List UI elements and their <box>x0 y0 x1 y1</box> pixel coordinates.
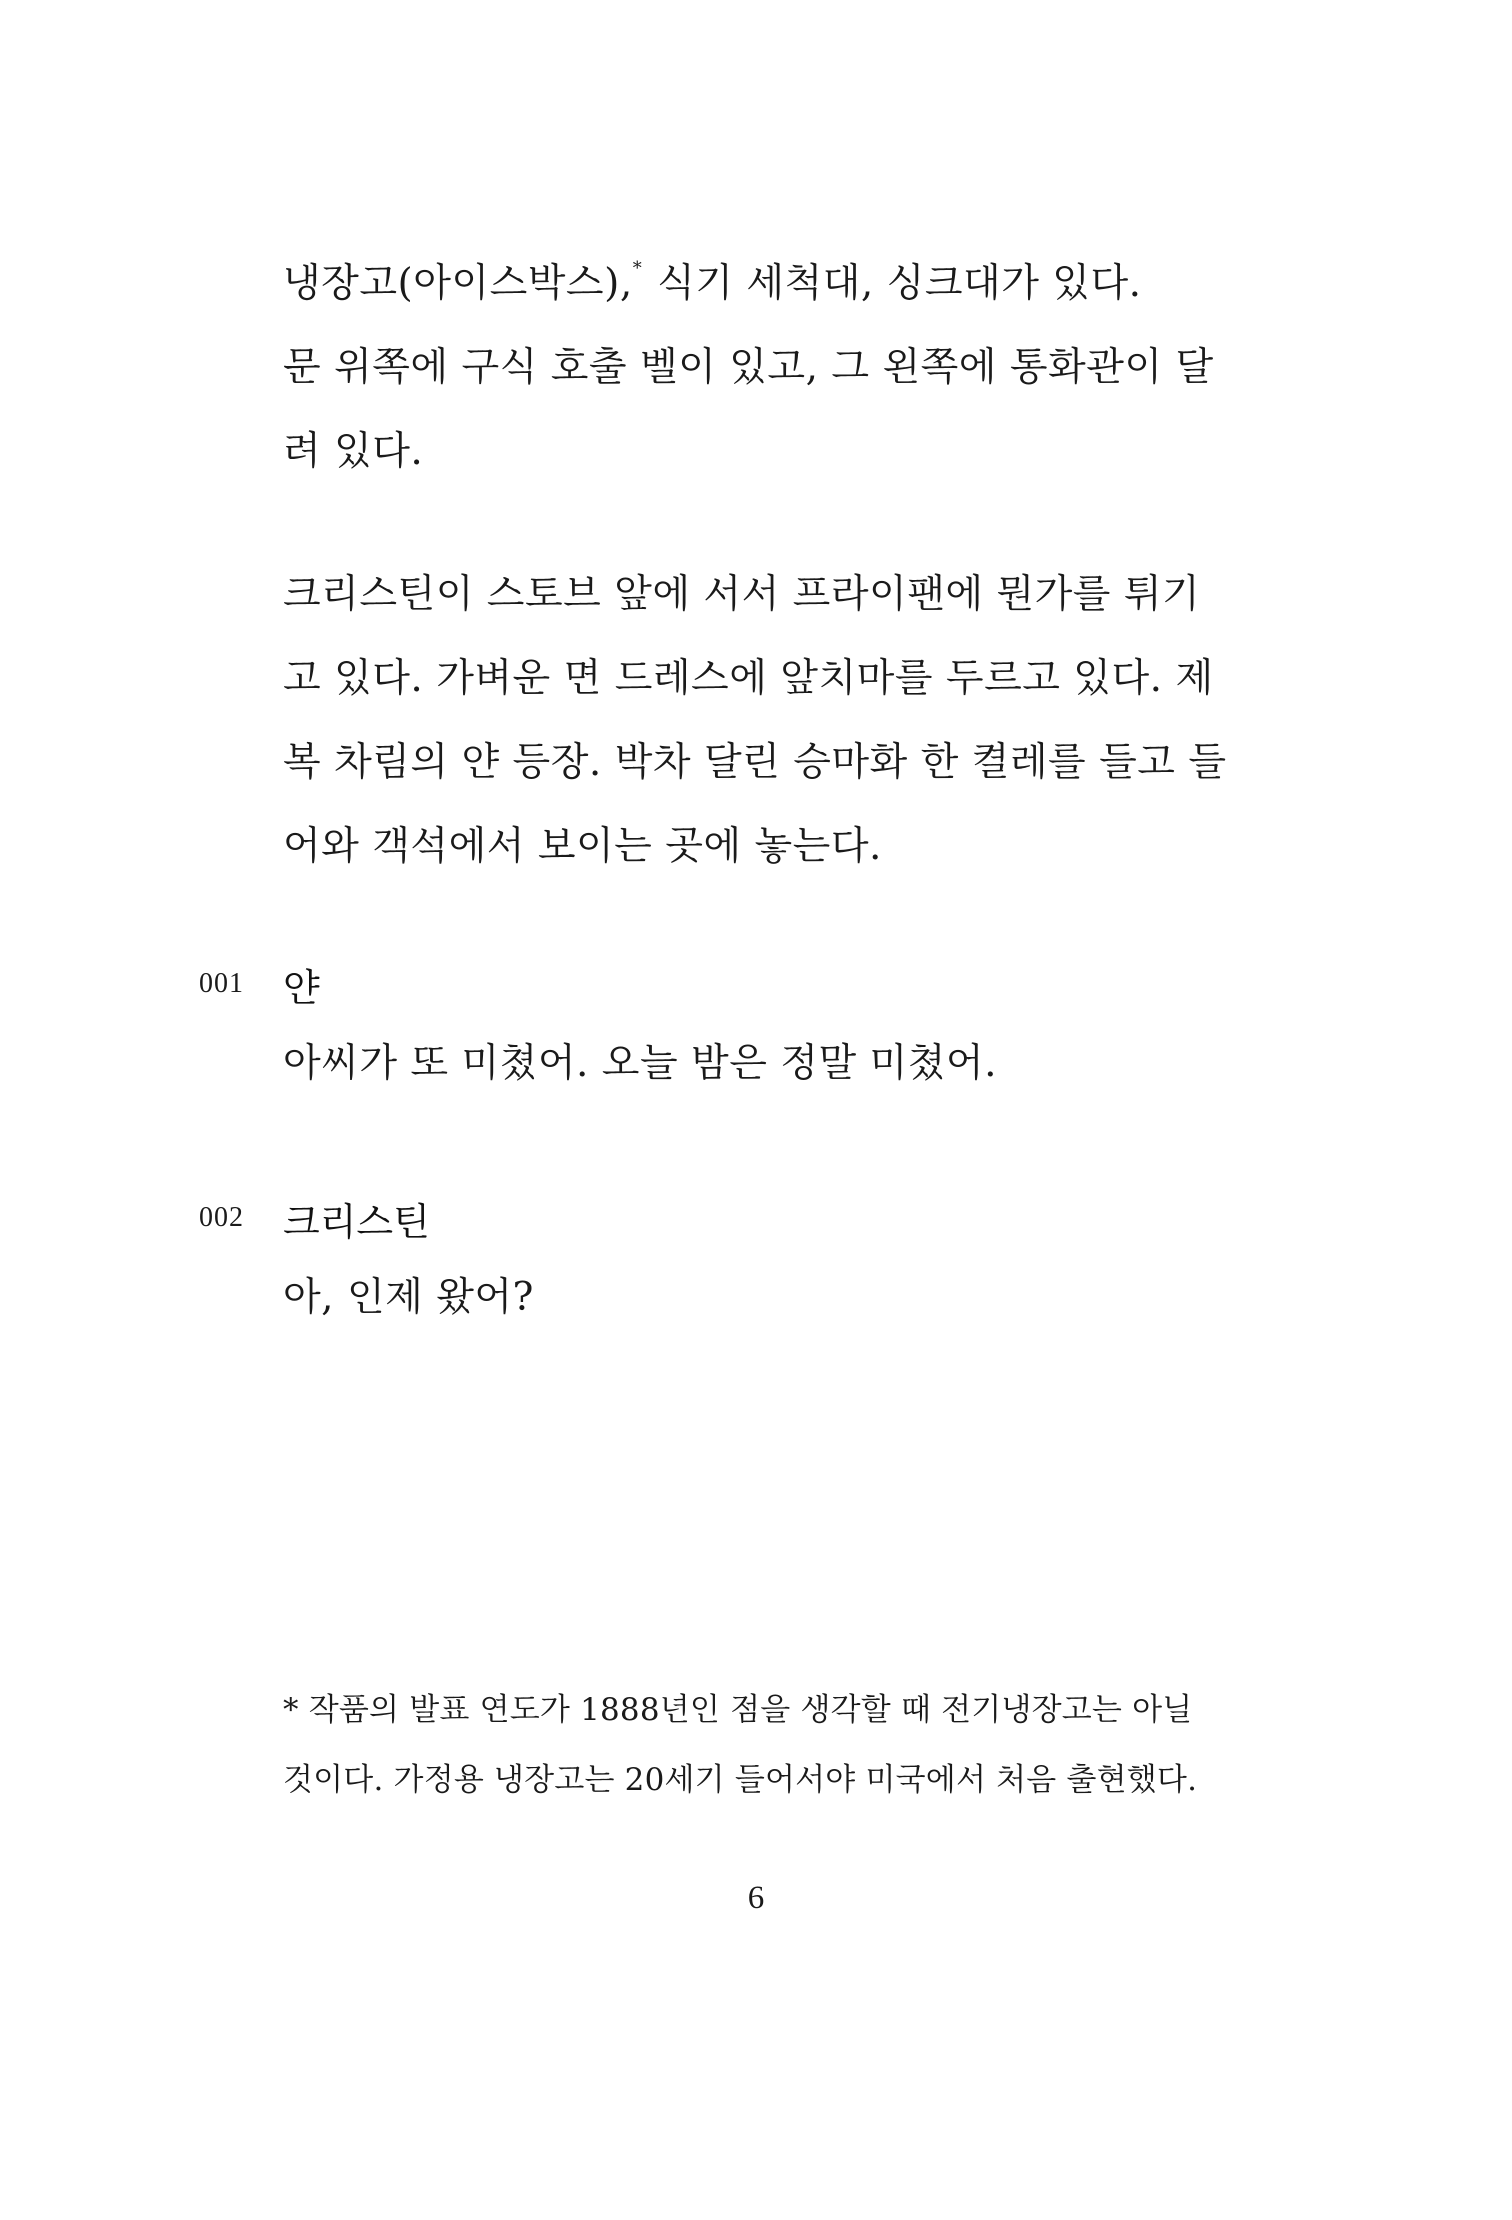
speaker-name: 크리스틴 <box>283 1199 430 1244</box>
speaker-row-002 <box>199 1188 430 1248</box>
stage-direction-1-line-2: 문 위쪽에 구식 호출 벨이 있고, 그 왼쪽에 통화관이 달 <box>283 345 1214 390</box>
footnote <box>283 1675 1223 1815</box>
stage-direction-2-line-1: 크리스틴이 스토브 앞에 서서 프라이팬에 뭔가를 튀기 <box>283 572 1201 617</box>
line-number: 001 <box>199 968 244 999</box>
line-text: 냉장고(아이스박스), <box>283 261 633 306</box>
dialogue-text-001: 아씨가 또 미쳤어. 오늘 밤은 정말 미쳤어. <box>283 1041 997 1086</box>
page-number: 6 <box>747 1880 765 1916</box>
speaker-name: 얀 <box>283 965 320 1010</box>
line-number: 002 <box>199 1202 244 1233</box>
stage-direction-2-line-2: 고 있다. 가벼운 면 드레스에 앞치마를 두르고 있다. 제 <box>283 656 1214 701</box>
stage-direction-2-line-3: 복 차림의 얀 등장. 박차 달린 승마화 한 켤레를 들고 들 <box>283 740 1227 785</box>
speaker-row-001 <box>199 954 320 1014</box>
stage-direction-1-line-3: 려 있다. <box>283 429 424 474</box>
stage-direction-2-line-4: 어와 객석에서 보이는 곳에 놓는다. <box>283 824 882 869</box>
stage-direction-2 <box>283 553 1227 889</box>
stage-direction-1 <box>283 242 1218 494</box>
footnote-mark: * <box>632 258 643 279</box>
footnote-line-2: 것이다. 가정용 냉장고는 20세기 들어서야 미국에서 처음 출현했다. <box>283 1762 1198 1798</box>
stage-direction-1-line-1 <box>283 242 1218 326</box>
line-text: 식기 세척대, 싱크대가 있다. <box>644 261 1142 306</box>
footnote-line-1: * 작품의 발표 연도가 1888년인 점을 생각할 때 전기냉장고는 아닐 <box>283 1692 1193 1728</box>
dialogue-text-002: 아, 인제 왔어? <box>283 1275 534 1320</box>
